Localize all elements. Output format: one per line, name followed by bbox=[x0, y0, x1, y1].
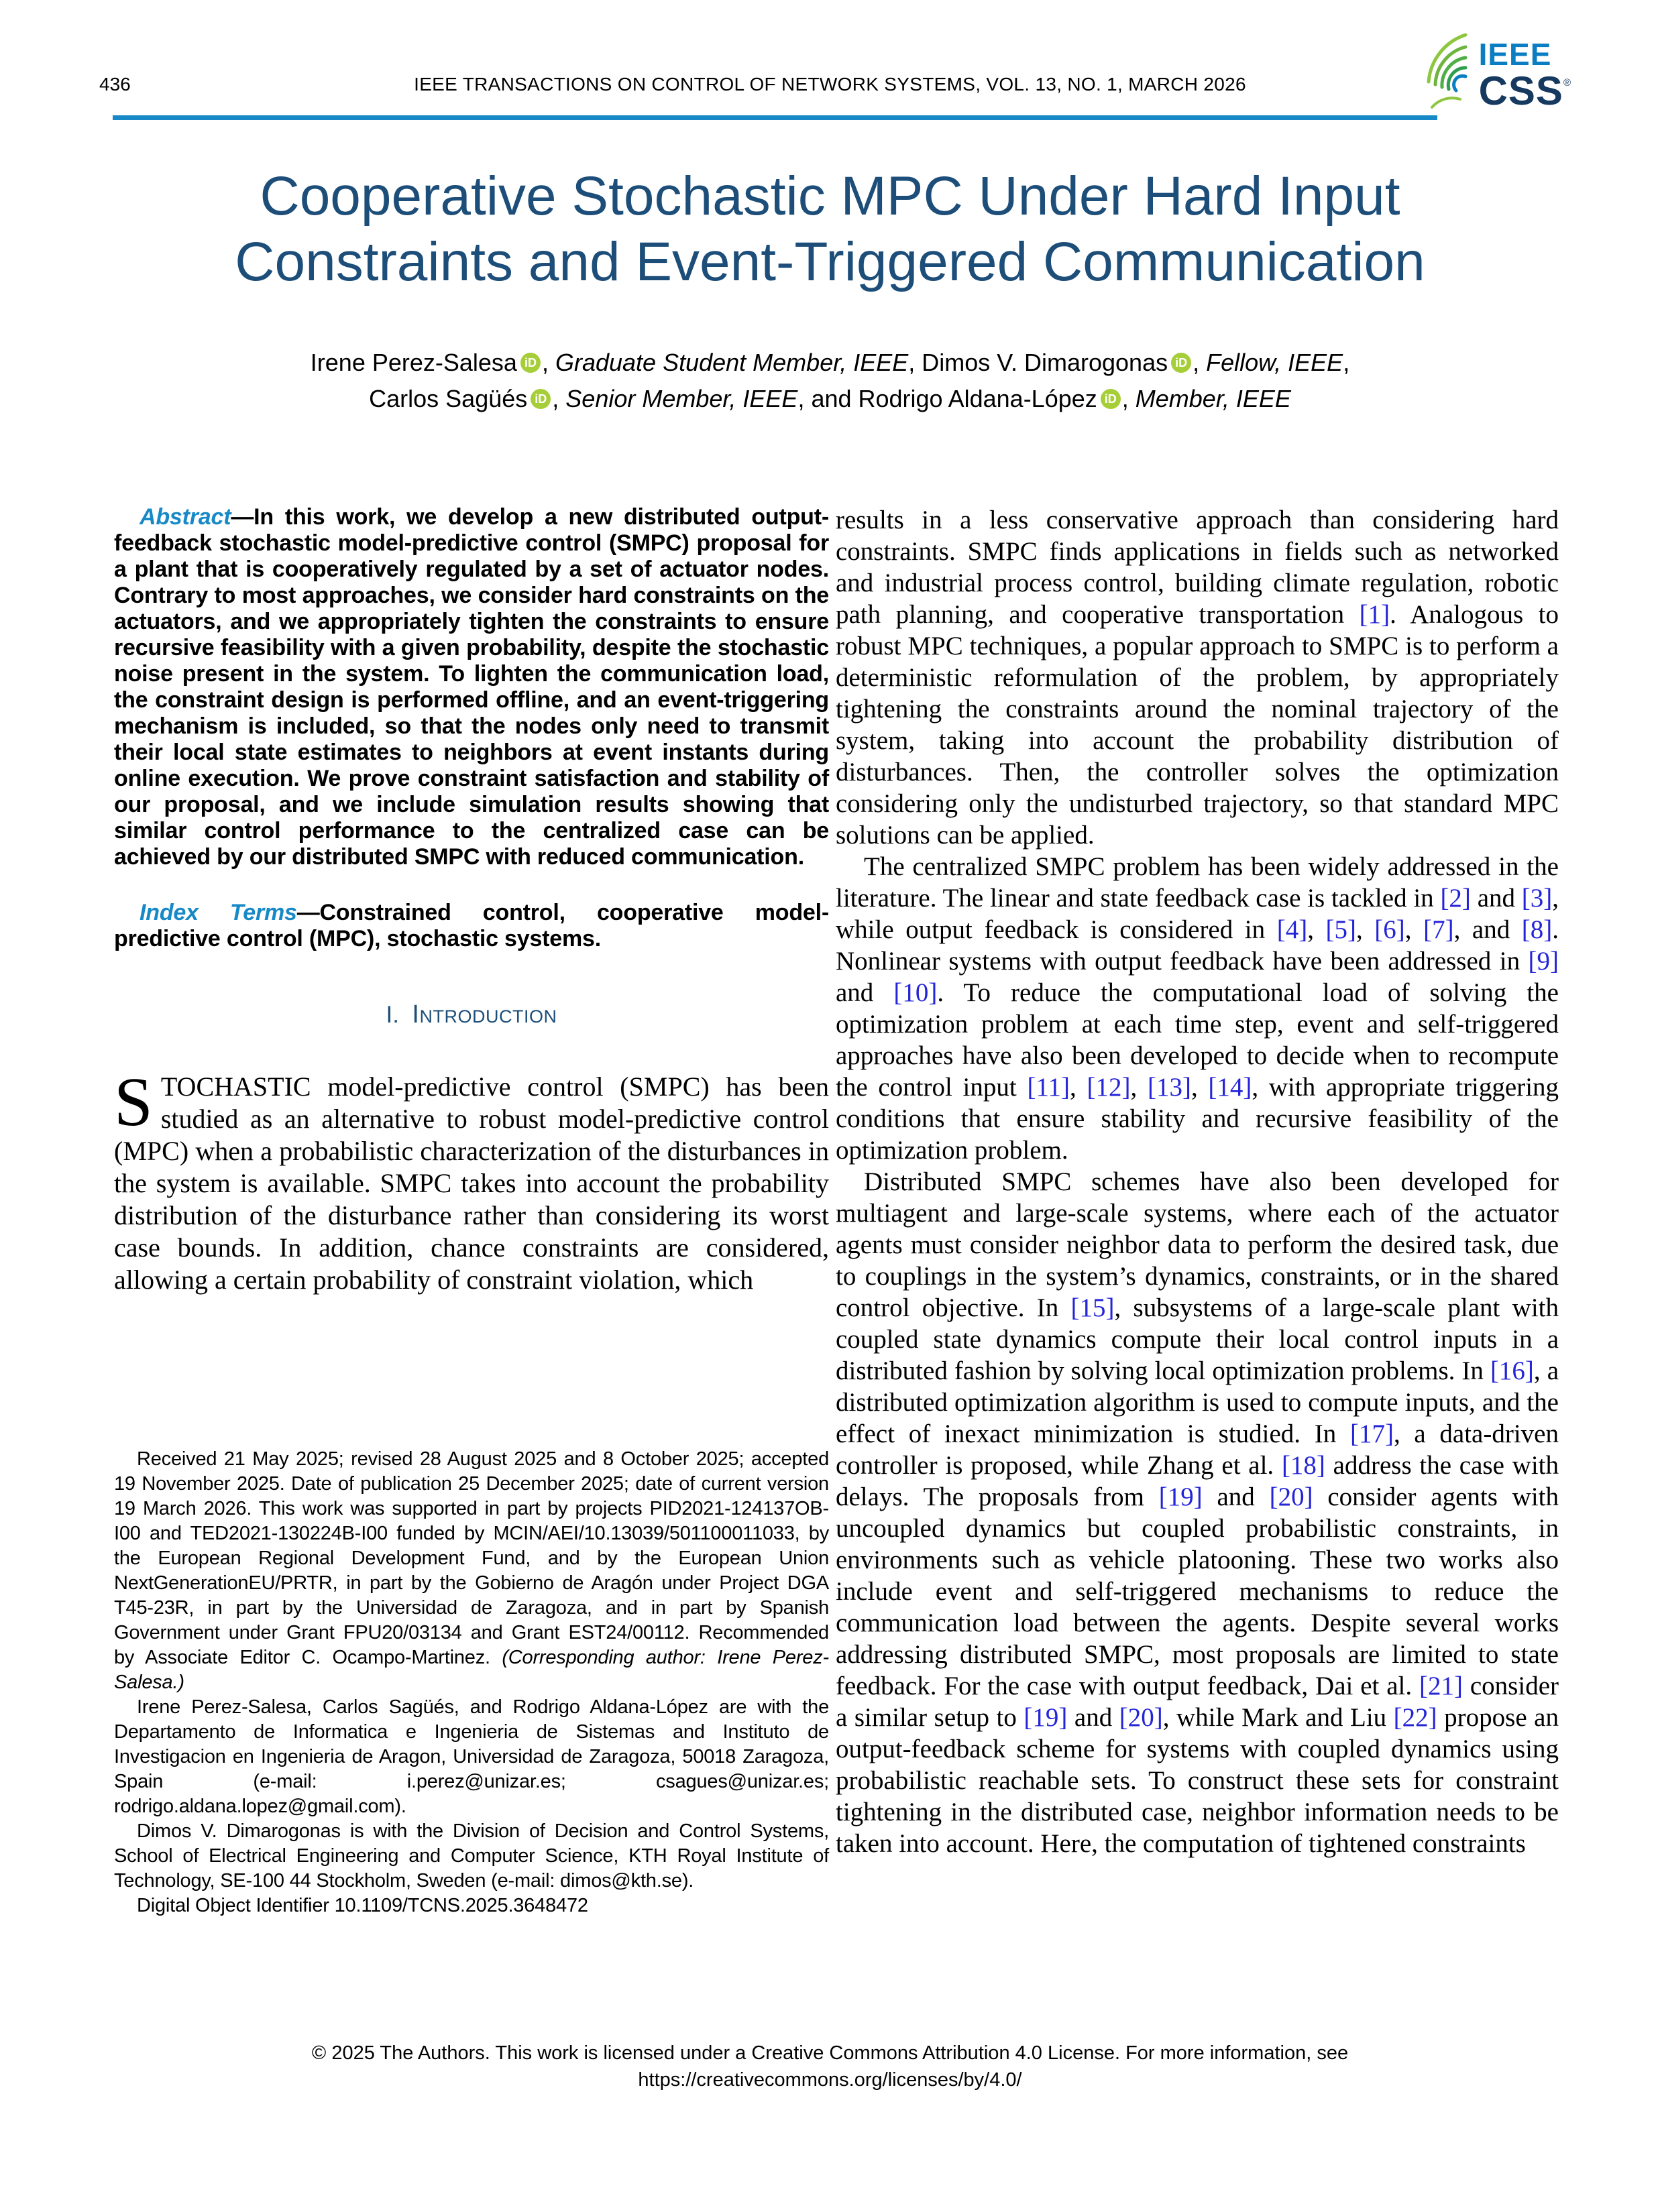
citation-ref[interactable]: [3] bbox=[1521, 884, 1553, 913]
citation-ref[interactable]: [9] bbox=[1528, 947, 1559, 976]
footnote-affiliation-2: Dimos V. Dimarogonas is with the Division of Decision and Control Systems, School of Electrical Engineering and Computer Science, KTH Royal Institute of Technology, SE-100 44 Stockholm, Sweden (e-mail: dimos@kth.se). bbox=[114, 1820, 829, 1891]
abstract-label: Abstract bbox=[140, 504, 231, 530]
citation-ref[interactable]: [1] bbox=[1359, 600, 1390, 629]
body-paragraph-3: Distributed SMPC schemes have also been developed for multiagent and large-scale systems, where each of the actuator agents must consider neighbor data to perform the desired task, due to couplings in the system’s dynamics, constraints, or in the shared control objective. In [15], subsystems of a large-scale plant with coupled state dynamics compute their local control inputs in a distributed fashion by solving local optimization problems. In [16], a distributed optimization algorithm is used to compute inputs, and the effect of inexact minimization is studied. In [17], a data-driven controller is proposed, while Zhang et al. [18] address the case with delays. The proposals from [19] and [20] consider agents with uncoupled dynamics but coupled probabilistic constraints, in environments such as vehicle platooning. These two works also include event and self-triggered mechanisms to reduce the communication load between the agents. Despite several works addressing distributed SMPC, most proposals are limited to state feedback. For the case with output feedback, Dai et al. [21] consider a similar setup to [19] and [20], while Mark and Liu [22] propose an output-feedback scheme for systems with coupled dynamics using probabilistic reachable sets. To construct these sets for constraint tightening in the distributed case, neighbor information needs to be taken into account. Here, the computation of tightened constraints bbox=[836, 1167, 1559, 1858]
citation-ref[interactable]: [12] bbox=[1087, 1073, 1131, 1102]
citation-ref[interactable]: [4] bbox=[1276, 915, 1308, 944]
index-terms-paragraph bbox=[114, 900, 829, 952]
logo-ieee-label: IEEE bbox=[1478, 37, 1552, 72]
ieee-css-logo-swirl-icon bbox=[1425, 32, 1474, 111]
orcid-icon[interactable]: iD bbox=[1101, 389, 1121, 409]
body-paragraph-1: results in a less conservative approach than considering hard constraints. SMPC finds applications in fields such as networked and industrial process control, building climate regulation, robotic path planning, and cooperative transportation [1]. Analogous to robust MPC techniques, a popular approach to SMPC is to perform a deterministic reformulation of the problem, by appropriately tightening the constraints around the nominal trajectory of the system, taking into account the probability distribution of disturbances. Then, the controller solves the optimization considering only the undisturbed trajectory, so that standard MPC solutions can be applied. bbox=[836, 506, 1559, 850]
paper-title: Cooperative Stochastic MPC Under Hard Input Constraints and Event-Triggered Communication bbox=[235, 166, 1425, 292]
body-paragraph-2: The centralized SMPC problem has been widely addressed in the literature. The linear and state feedback case is tackled in [2] and [3], while output feedback is considered in [4], [5], [6], [7], and [8]. Nonlinear systems with output feedback have been addressed in [9] and [10]. To reduce the computational load of solving the optimization problem at each time step, event and self-triggered approaches have also been developed to decide when to recompute the control input [11], [12], [13], [14], with appropriate triggering conditions that ensure stability and recursive feasibility of the optimization problem. bbox=[836, 852, 1559, 1165]
citation-ref[interactable]: [22] bbox=[1393, 1703, 1437, 1732]
header-rule bbox=[113, 115, 1437, 120]
footnote-affiliation-1: Irene Perez-Salesa, Carlos Sagüés, and Rodrigo Aldana-López are with the Departamento de Informatica e Ingenieria de Sistemas and Instituto de Investigacion en Ingenieria de Aragon, Universidad de Zaragoza, 50018 Zaragoza, Spain (e-mail: i.perez@unizar.es; csagues@unizar.es; rodrigo.aldana.lopez@gmail.com). bbox=[114, 1696, 829, 1817]
journal-title: IEEE TRANSACTIONS ON CONTROL OF NETWORK SYSTEMS, VOL. 13, NO. 1, MARCH 2026 bbox=[414, 74, 1246, 95]
citation-ref[interactable]: [14] bbox=[1208, 1073, 1252, 1102]
doi-line: Digital Object Identifier 10.1109/TCNS.2025.3648472 bbox=[137, 1895, 588, 1916]
citation-ref[interactable]: [11] bbox=[1027, 1073, 1070, 1102]
abstract-text: —In this work, we develop a new distributed output-feedback stochastic model-predictive control (SMPC) proposal for a plant that is cooperatively regulated by a set of actuator nodes. Contrary to most approaches, we consider hard constraints on the actuators, and we appropriately tighten the constraints to ensure recursive feasibility with a given probability, despite the stochastic noise present in the system. To lighten the communication load, the constraint design is performed offline, and an event-triggering mechanism is included, so that the nodes only need to transmit their local state estimates to neighbors at event instants during online execution. We prove constraint satisfaction and stability of our proposal, and we include simulation results showing that similar control performance to the centralized case can be achieved by our distributed SMPC with reduced communication. bbox=[114, 504, 829, 870]
footnote-received: Received 21 May 2025; revised 28 August 2025 and 8 October 2025; accepted 19 November 2025. Date of publication 25 December 2025; date of current version 19 March 2026. This work was supported in part by projects PID2021-124137OB-I00 and TED2021-130224B-I00 funded by MCIN/AEI/10.13039/501100011033, by the European Regional Development Fund, and by the European Union NextGenerationEU/PRTR, in part by the Gobierno de Aragón under Project DGA T45-23R, in part by the Universidad de Zaragoza, and in part by Spanish Government under Grant FPU20/03134 and Grant EST24/00112. Recommended by Associate Editor C. Ocampo-Martinez. (Corresponding author: Irene Perez-Salesa.) bbox=[114, 1448, 829, 1693]
citation-ref[interactable]: [10] bbox=[893, 978, 938, 1007]
author-list bbox=[80, 345, 1580, 417]
citation-ref[interactable]: [5] bbox=[1325, 915, 1356, 944]
index-terms-text: —Constrained control, cooperative model-predictive control (MPC), stochastic systems. bbox=[114, 900, 829, 951]
ieee-css-logo-text bbox=[1479, 39, 1571, 111]
citation-ref[interactable]: [21] bbox=[1419, 1672, 1463, 1700]
citation-ref[interactable]: [7] bbox=[1423, 915, 1454, 944]
citation-ref[interactable]: [8] bbox=[1521, 915, 1553, 944]
citation-ref[interactable]: [19] bbox=[1023, 1703, 1068, 1732]
citation-ref[interactable]: [15] bbox=[1070, 1293, 1115, 1322]
license-footer bbox=[0, 2040, 1660, 2093]
citation-ref[interactable]: [17] bbox=[1349, 1419, 1394, 1448]
registered-mark: ® bbox=[1563, 77, 1571, 89]
column-right bbox=[836, 504, 1559, 1859]
intro-paragraph-text: TOCHASTIC model-predictive control (SMPC) has been studied as an alternative to robust model-predictive control (MPC) when a probabilistic characterization of the disturbances in the system is available. SMPC takes into account the probability distribution of the disturbance rather than considering its worst case bounds. In addition, chance constraints are considered, allowing a certain probability of constraint violation, which bbox=[114, 1071, 829, 1295]
section-number: I. bbox=[386, 1002, 399, 1028]
footnote-block bbox=[114, 1447, 829, 1918]
author-line-2: Carlos Sagüés iD , Senior Member, IEEE, and Rodrigo Aldana-López iD , Member, IEEE bbox=[369, 385, 1291, 412]
logo-css-label: CSS® bbox=[1478, 68, 1571, 113]
intro-paragraph bbox=[114, 1063, 829, 1296]
citation-ref[interactable]: [6] bbox=[1374, 915, 1405, 944]
citation-ref[interactable]: [20] bbox=[1269, 1482, 1313, 1511]
abstract-paragraph bbox=[114, 504, 829, 870]
license-line-1: © 2025 The Authors. This work is licensed under a Creative Commons Attribution 4.0 License. For more information, see bbox=[311, 2042, 1349, 2064]
ieee-css-logo bbox=[1425, 32, 1571, 111]
column-left bbox=[114, 504, 829, 1323]
author-line-1: Irene Perez-Salesa iD , Graduate Student Member, IEEE, Dimos V. Dimarogonas iD , Fellow, IEEE, bbox=[310, 349, 1350, 376]
section-heading-introduction bbox=[114, 1000, 829, 1029]
citation-ref[interactable]: [13] bbox=[1147, 1073, 1191, 1102]
index-terms-label: Index Terms bbox=[140, 900, 297, 925]
orcid-icon[interactable]: iD bbox=[1171, 353, 1191, 373]
orcid-icon[interactable]: iD bbox=[520, 353, 541, 373]
citation-ref[interactable]: [20] bbox=[1119, 1703, 1163, 1732]
citation-ref[interactable]: [18] bbox=[1281, 1451, 1325, 1480]
citation-ref[interactable]: [16] bbox=[1490, 1356, 1534, 1385]
citation-ref[interactable]: [2] bbox=[1440, 884, 1471, 913]
page-number: 436 bbox=[99, 74, 131, 95]
section-title: Introduction bbox=[412, 1000, 557, 1029]
citation-ref[interactable]: [19] bbox=[1158, 1482, 1203, 1511]
drop-cap: S bbox=[114, 1063, 153, 1141]
orcid-icon[interactable]: iD bbox=[531, 389, 551, 409]
license-line-2: https://creativecommons.org/licenses/by/4.0/ bbox=[638, 2069, 1022, 2091]
